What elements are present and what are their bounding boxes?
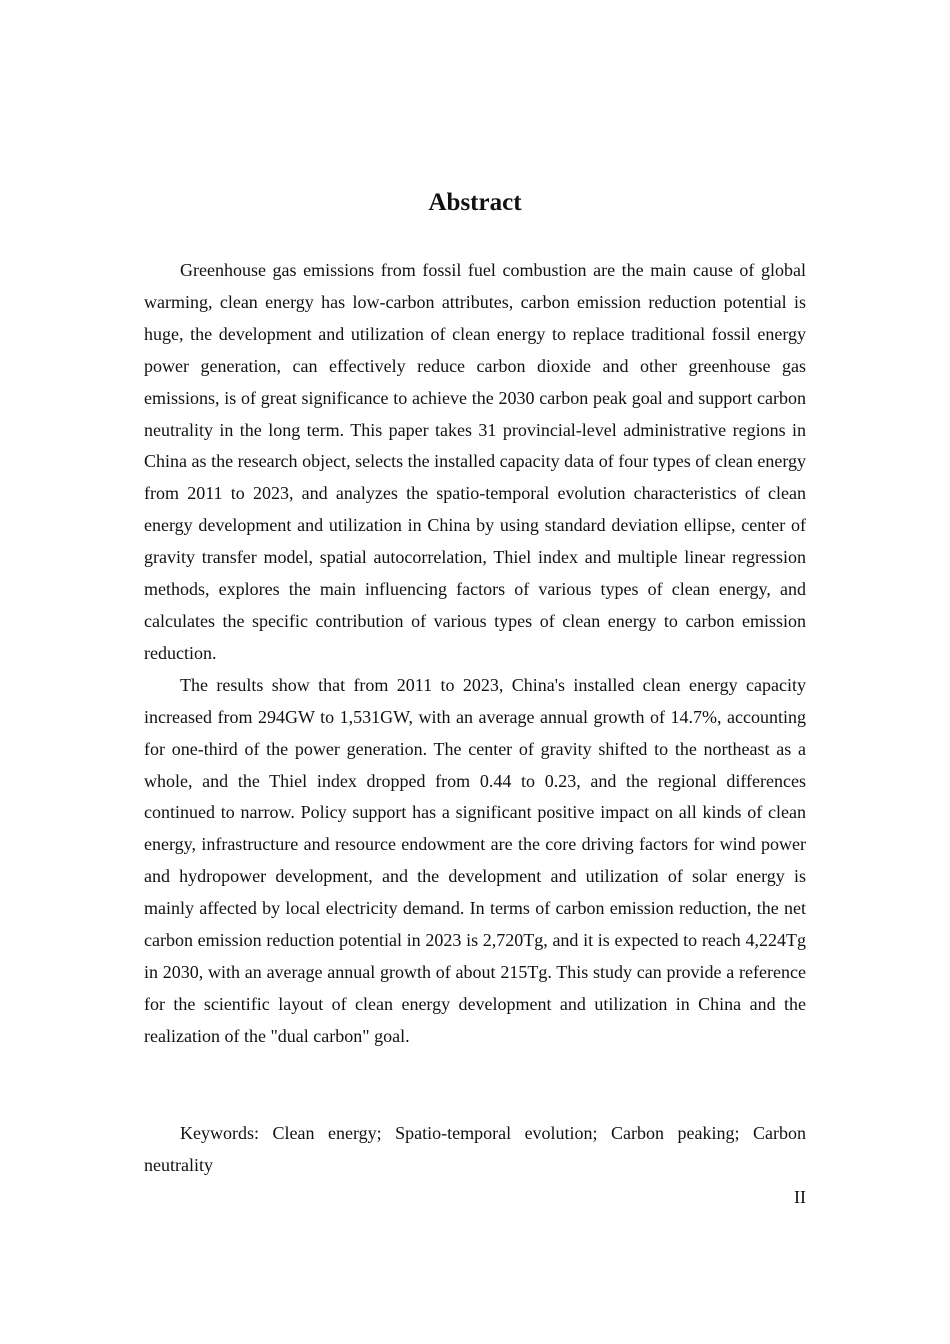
- abstract-body: [144, 255, 806, 1053]
- page-number: II: [794, 1187, 806, 1207]
- abstract-paragraph-1: Greenhouse gas emissions from fossil fuel combustion are the main cause of global warming, clean energy has low-carbon attributes, carbon emission reduction potential is huge, the development and utilization of clean energy to replace traditional fossil energy power generation, can effectively reduce carbon dioxide and other greenhouse gas emissions, is of great significance to achieve the 2030 carbon peak goal and support carbon neutrality in the long term. This paper takes 31 provincial-level administrative regions in China as the research object, selects the installed capacity data of four types of clean energy from 2011 to 2023, and analyzes the spatio-temporal evolution characteristics of clean energy development and utilization in China by using standard deviation ellipse, center of gravity transfer model, spatial autocorrelation, Thiel index and multiple linear regression methods, explores the main influencing factors of various types of clean energy, and calculates the specific contribution of various types of clean energy to carbon emission reduction.: [144, 260, 806, 663]
- abstract-paragraph-2: The results show that from 2011 to 2023, China's installed clean energy capacity increased from 294GW to 1,531GW, with an average annual growth of 14.7%, accounting for one-third of the power generation. The center of gravity shifted to the northeast as a whole, and the Thiel index dropped from 0.44 to 0.23, and the regional differences continued to narrow. Policy support has a significant positive impact on all kinds of clean energy, infrastructure and resource endowment are the core driving factors for wind power and hydropower development, and the development and utilization of solar energy is mainly affected by local electricity demand. In terms of carbon emission reduction, the net carbon emission reduction potential in 2023 is 2,720Tg, and it is expected to reach 4,224Tg in 2030, with an average annual growth of about 215Tg. This study can provide a reference for the scientific layout of clean energy development and utilization in China and the realization of the "dual carbon" goal.: [144, 674, 806, 1046]
- page-title: Abstract: [428, 189, 522, 216]
- keywords-line: Keywords: Clean energy; Spatio-temporal evolution; Carbon peaking; Carbon neutrality: [144, 1123, 806, 1175]
